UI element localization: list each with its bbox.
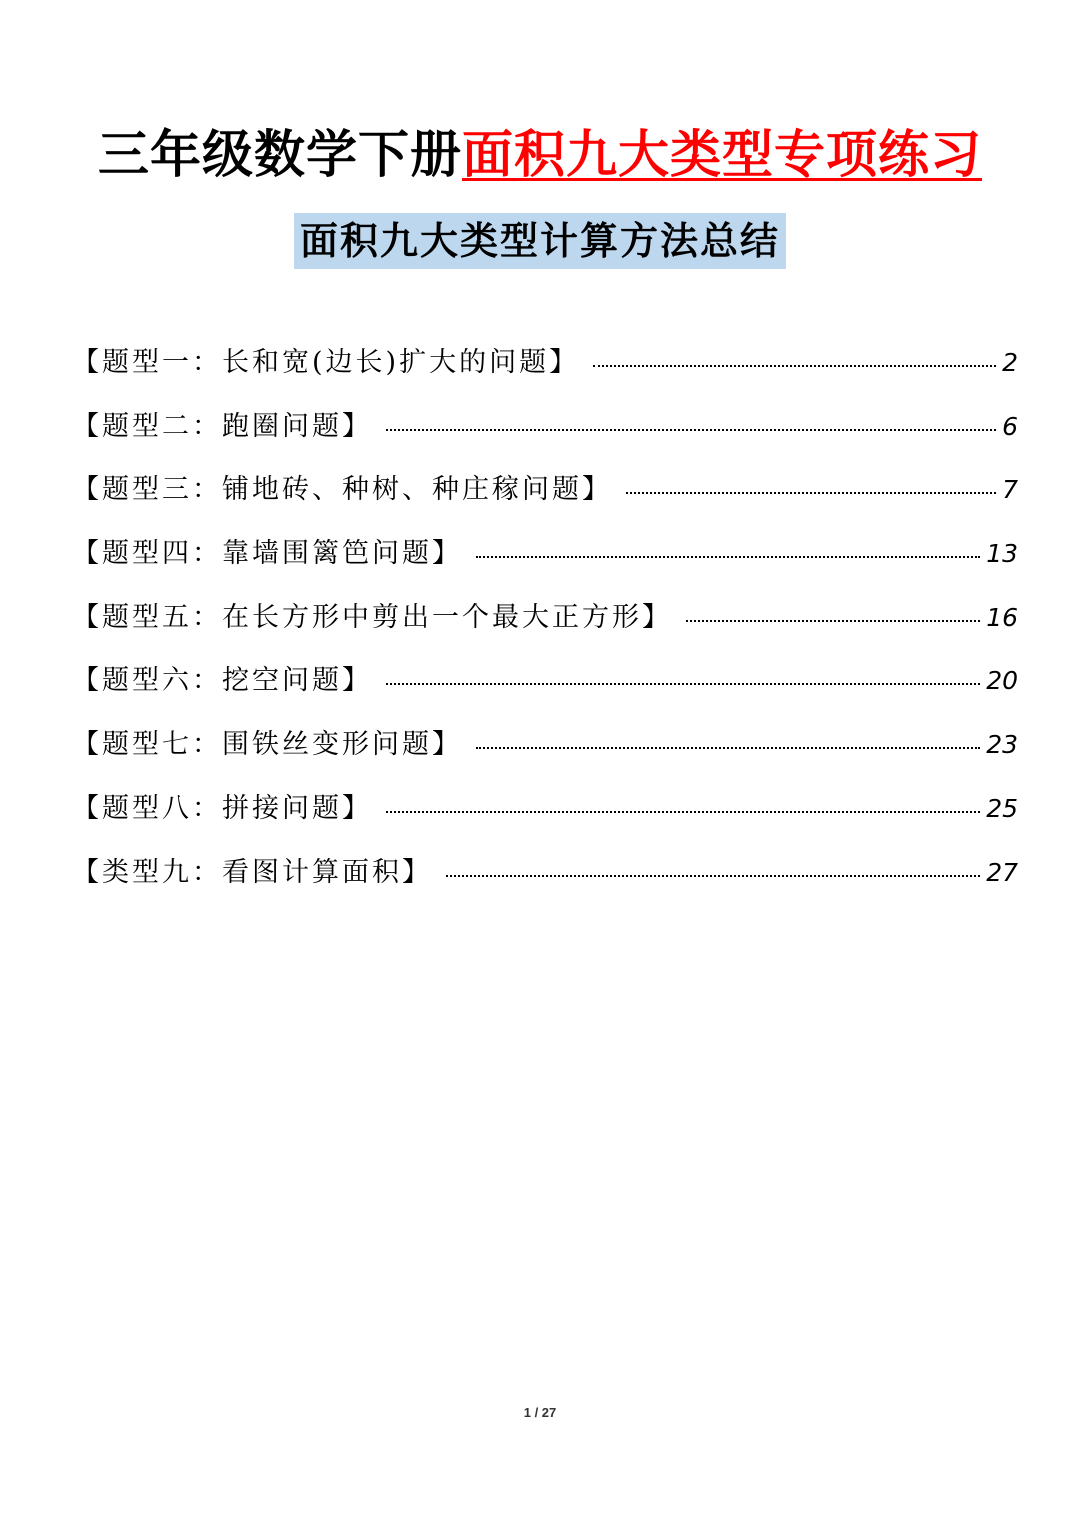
toc-dot-leader [686, 620, 980, 622]
toc-entry-page: 23 [986, 730, 1018, 760]
toc-entry-7[interactable] [72, 722, 1018, 786]
toc-dot-leader [476, 747, 980, 749]
title-red-part: 面积九大类型专项练习 [462, 125, 983, 185]
toc-entry-6[interactable] [72, 658, 1018, 722]
toc-entry-text: 【题型五：在长方形中剪出一个最大正方形】 [72, 601, 672, 633]
toc-entry-page: 16 [986, 602, 1018, 632]
toc-entry-text: 【题型二：跑圈问题】 [72, 410, 372, 442]
page-number-footer: 1 / 27 [523, 1405, 557, 1420]
toc-dot-leader [446, 875, 980, 877]
title-black-part: 三年级数学下册 [97, 125, 462, 185]
toc-dot-leader [386, 811, 980, 813]
toc-dot-leader [476, 556, 980, 558]
toc-entry-text: 【题型六：挖空问题】 [72, 665, 372, 697]
toc-dot-leader [626, 492, 996, 494]
toc-entry-5[interactable] [72, 595, 1018, 659]
toc-entry-text: 【题型一：长和宽(边长)扩大的问题】 [72, 347, 580, 378]
toc-dot-leader [386, 429, 996, 431]
subtitle-container [0, 213, 1080, 269]
toc-entry-text: 【题型三：铺地砖、种树、种庄稼问题】 [72, 474, 612, 506]
toc-entry-8[interactable] [72, 786, 1018, 850]
toc-entry-text: 【题型四：靠墙围篱笆问题】 [72, 538, 462, 570]
toc-entry-page: 25 [986, 793, 1018, 823]
toc-entry-page: 7 [1002, 475, 1018, 505]
toc-entry-text: 【题型八：拼接问题】 [72, 792, 372, 824]
toc-entry-page: 13 [986, 539, 1018, 569]
toc-entry-2[interactable] [72, 404, 1018, 468]
document-title [0, 120, 1080, 190]
toc-dot-leader [386, 683, 980, 685]
toc-entry-text: 【题型七：围铁丝变形问题】 [72, 729, 462, 761]
toc-entry-page: 27 [986, 857, 1018, 887]
document-subtitle: 面积九大类型计算方法总结 [294, 213, 786, 269]
toc-entry-9[interactable] [72, 850, 1018, 914]
toc-entry-4[interactable] [72, 531, 1018, 595]
toc-entry-page: 6 [1002, 411, 1018, 441]
toc-entry-page: 2 [1002, 348, 1018, 377]
toc-entry-1[interactable] [72, 340, 1018, 404]
table-of-contents [72, 340, 1018, 913]
toc-entry-3[interactable] [72, 467, 1018, 531]
toc-dot-leader [593, 365, 996, 367]
toc-entry-page: 20 [986, 666, 1018, 696]
toc-entry-text: 【类型九：看图计算面积】 [72, 856, 432, 888]
